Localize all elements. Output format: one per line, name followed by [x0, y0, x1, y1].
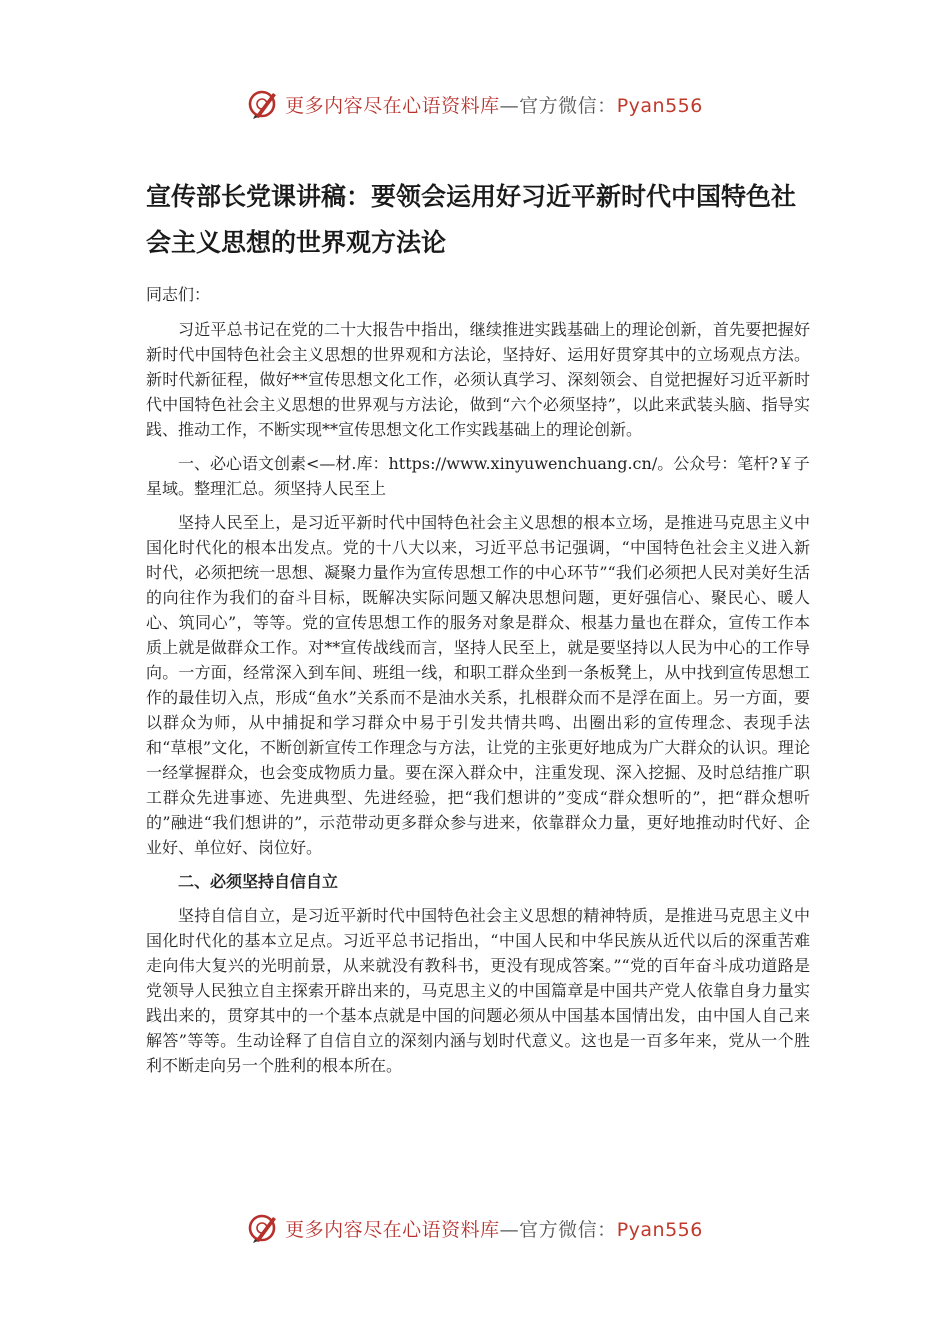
banner-text	[285, 91, 703, 118]
document-title: 宣传部长党课讲稿：要领会运用好习近平新时代中国特色社会主义思想的世界观方法论	[146, 182, 797, 257]
banner-wechat-label: 官方微信：	[519, 1218, 617, 1241]
document-body	[146, 282, 810, 1087]
banner-text	[285, 1215, 703, 1242]
greeting: 同志们：	[146, 285, 211, 304]
section-heading-2: 二、必须坚持自信自立	[178, 872, 339, 891]
pen-logo-icon	[247, 1211, 281, 1245]
paragraph-1: 习近平总书记在党的二十大报告中指出，继续推进实践基础上的理论创新，首先要把握好新时代中国特色社会主义思想的世界观和方法论，坚持好、运用好贯穿其中的立场观点方法。新时代新征程，做好**宣传思想文化工作，必须认真学习、深刻领会、自觉把握好习近平新时代中国特色社会主义思想的世界观与方法论，做到“六个必须坚持”，以此来武装头脑、指导实践、推动工作，不断实现**宣传思想文化工作实践基础上的理论创新。	[146, 320, 810, 439]
paragraph-2: 坚持人民至上，是习近平新时代中国特色社会主义思想的根本立场，是推进马克思主义中国化时代化的根本出发点。党的十八大以来，习近平总书记强调，“中国特色社会主义进入新时代，必须把统一思想、凝聚力量作为宣传思想工作的中心环节”“我们必须把人民对美好生活的向往作为我们的奋斗目标，既解决实际问题又解决思想问题，更好强信心、聚民心、暖人心、筑同心”，等等。党的宣传思想工作的服务对象是群众、根基力量也在群众，宣传工作本质上就是做群众工作。对**宣传战线而言，坚持人民至上，就是要坚持以人民为中心的工作导向。一方面，经常深入到车间、班组一线，和职工群众坐到一条板凳上，从中找到宣传思想工作的最佳切入点，形成“鱼水”关系而不是油水关系，扎根群众而不是浮在面上。另一方面，要以群众为师，从中捕捉和学习群众中易于引发共情共鸣、出圈出彩的宣传理念、表现手法和“草根”文化，不断创新宣传工作理念与方法，让党的主张更好地成为广大群众的认识。理论一经掌握群众，也会变成物质力量。要在深入群众中，注重发现、深入挖掘、及时总结推广职工群众先进事迹、先进典型、先进经验，把“我们想讲的”变成“群众想听的”，把“群众想听的”融进“我们想讲的”，示范带动更多群众参与进来，依靠群众力量，更好地推动时代好、企业好、单位好、岗位好。	[146, 513, 810, 857]
banner-wechat-label: 官方微信：	[519, 94, 617, 117]
section-heading-1: 一、必心语文创素<—材.库：https://www.xinyuwenchuang.cn/。公众号：笔杆?￥子星域。整理汇总。须坚持人民至上	[146, 454, 810, 498]
paragraph-3: 坚持自信自立，是习近平新时代中国特色社会主义思想的精神特质，是推进马克思主义中国化时代化的基本立足点。习近平总书记指出，“中国人民和中华民族从近代以后的深重苦难走向伟大复兴的光明前景，从来就没有教科书，更没有现成答案。”“党的百年奋斗成功道路是党领导人民独立自主探索开辟出来的，马克思主义的中国篇章是中国共产党人依靠自身力量实践出来的，贯穿其中的一个基本点就是中国的问题必须从中国基本国情出发，由中国人自己来解答”等等。生动诠释了自信自立的深刻内涵与划时代意义。这也是一百多年来，党从一个胜利不断走向另一个胜利的根本所在。	[146, 906, 810, 1075]
banner-wechat-id: Pyan556	[616, 1218, 703, 1241]
pen-logo-icon	[247, 87, 281, 121]
banner-main: 更多内容尽在心语资料库	[285, 94, 500, 117]
banner-dash: —	[499, 94, 520, 117]
banner-main: 更多内容尽在心语资料库	[285, 1218, 500, 1241]
header-banner	[0, 84, 950, 124]
banner-wechat-id: Pyan556	[616, 94, 703, 117]
banner-dash: —	[499, 1218, 520, 1241]
footer-banner	[0, 1208, 950, 1248]
